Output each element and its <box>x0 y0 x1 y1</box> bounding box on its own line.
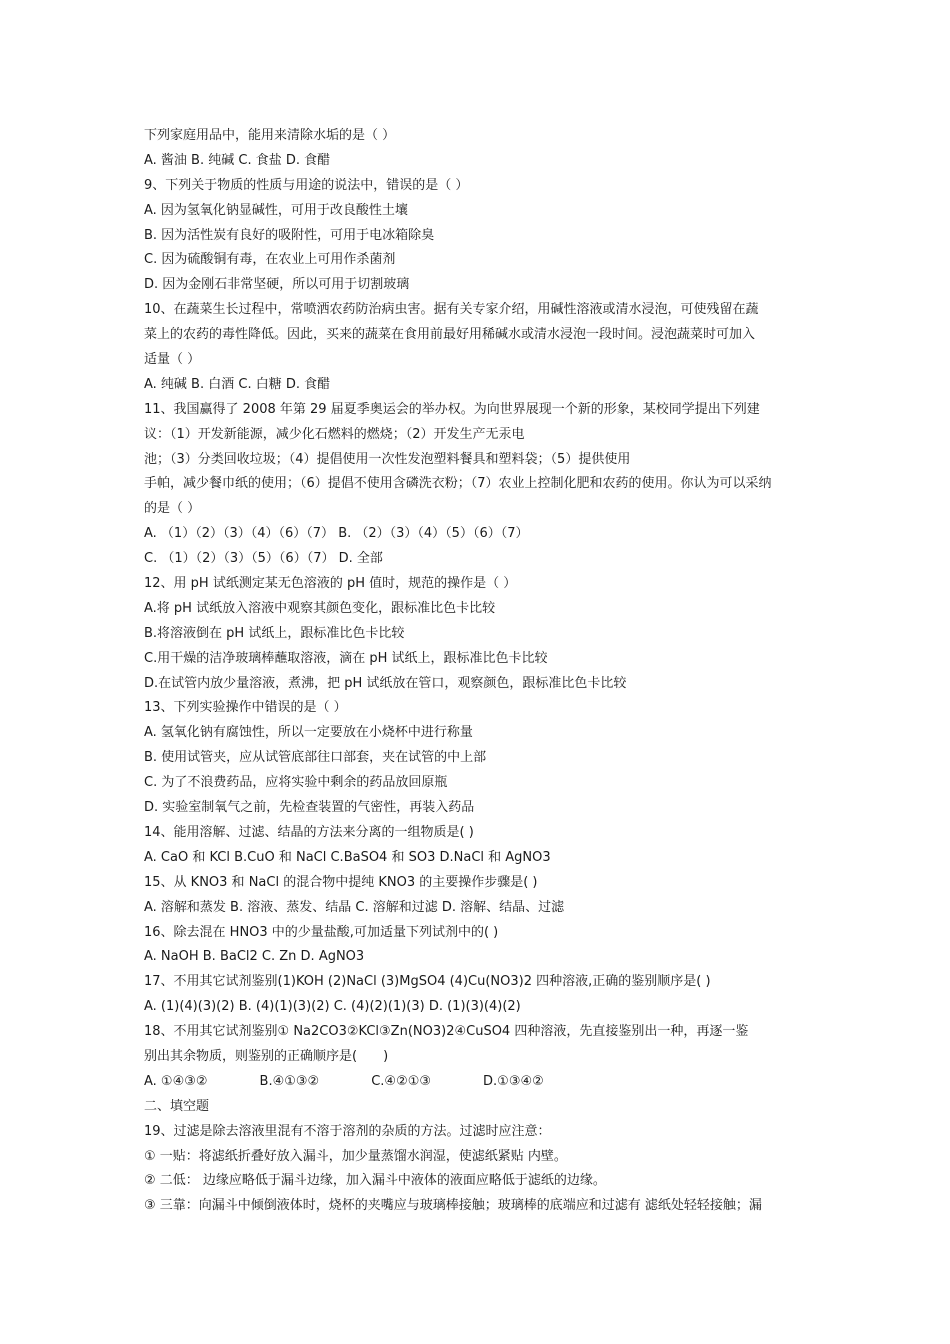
text-line: 议：（1）开发新能源，减少化石燃料的燃烧；（2）开发生产无汞电 <box>144 426 525 442</box>
text-line: C. 为了不浪费药品，应将实验中剩余的药品放回原瓶 <box>144 775 448 791</box>
text-line: ② 二低： 边缘应略低于漏斗边缘，加入漏斗中液体的液面应略低于滤纸的边缘。 <box>144 1173 606 1189</box>
text-line: A. 因为氢氧化钠显碱性，可用于改良酸性土壤 <box>144 202 408 218</box>
text-line: A. （1）（2）（3）（4）（6）（7） B. （2）（3）（4）（5）（6）（7） <box>144 526 529 542</box>
section-heading: 二、填空题 <box>144 1098 210 1114</box>
text-line: D. 实验室制氧气之前，先检查装置的气密性，再装入药品 <box>144 800 475 816</box>
text-line: 16、除去混在 HNO3 中的少量盐酸,可加适量下列试剂中的( ) <box>144 924 499 940</box>
text-line: D.在试管内放少量溶液，煮沸，把 pH 试纸放在管口，观察颜色，跟标准比色卡比较 <box>144 675 627 691</box>
text-line: 的是（ ） <box>144 501 201 517</box>
text-line: 15、从 KNO3 和 NaCl 的混合物中提纯 KNO3 的主要操作步骤是( ) <box>144 874 538 890</box>
text-line: 19、过滤是除去溶液里混有不溶于溶剂的杂质的方法。过滤时应注意： <box>144 1123 551 1139</box>
text-line: ③ 三靠：向漏斗中倾倒液体时，烧杯的夹嘴应与玻璃棒接触；玻璃棒的底端应和过滤有 滤纸处轻轻接触；漏 <box>144 1198 762 1214</box>
text-line: D. 因为金刚石非常坚硬，所以可用于切割玻璃 <box>144 277 410 293</box>
text-line: 菜上的农药的毒性降低。因此，买来的蔬菜在食用前最好用稀碱水或清水浸泡一段时间。浸泡蔬菜时可加入 <box>144 327 756 343</box>
text-line: 池；（3）分类回收垃圾；（4）提倡使用一次性发泡塑料餐具和塑料袋；（5）提供使用 <box>144 451 631 467</box>
text-line: A. 溶解和蒸发 B. 溶液、蒸发、结晶 C. 溶解和过滤 D. 溶解、结晶、过滤 <box>144 899 565 915</box>
text-line: 下列家庭用品中，能用来清除水垢的是（ ） <box>144 128 396 143</box>
text-line: A. 纯碱 B. 白酒 C. 白糖 D. 食醋 <box>144 376 331 392</box>
text-line: A. ①④③② B.④①③② C.④②①③ D.①③④② <box>144 1073 544 1089</box>
text-line: 适量（ ） <box>144 352 201 368</box>
text-line: 9、下列关于物质的性质与用途的说法中，错误的是（ ） <box>144 177 469 193</box>
text-line: B. 使用试管夹，应从试管底部往口部套，夹在试管的中上部 <box>144 750 487 766</box>
text-line: 13、下列实验操作中错误的是（ ） <box>144 700 347 716</box>
text-line: C.用干燥的洁净玻璃棒蘸取溶液，滴在 pH 试纸上，跟标准比色卡比较 <box>144 650 548 666</box>
text-line: A. (1)(4)(3)(2) B. (4)(1)(3)(2) C. (4)(2)(1)(3) D. (1)(3)(4)(2) <box>144 999 521 1015</box>
text-line: 17、不用其它试剂鉴别(1)KOH (2)NaCl (3)MgSO4 (4)Cu(NO3)2 四种溶液,正确的鉴别顺序是( ) <box>144 974 711 990</box>
text-line: A. 氢氧化钠有腐蚀性，所以一定要放在小烧杯中进行称量 <box>144 725 473 741</box>
text-line: 12、用 pH 试纸测定某无色溶液的 pH 值时，规范的操作是（ ） <box>144 576 517 592</box>
question-text-block <box>144 124 812 1219</box>
text-line: ① 一贴：将滤纸折叠好放入漏斗，加少量蒸馏水润湿，使滤纸紧贴 内壁。 <box>144 1148 567 1164</box>
text-line: 10、在蔬菜生长过程中，常喷洒农药防治病虫害。据有关专家介绍，用碱性溶液或清水浸泡，可使残留在蔬 <box>144 302 759 318</box>
text-line: 手帕，减少餐巾纸的使用；（6）提倡不使用含磷洗衣粉；（7）农业上控制化肥和农药的使用。你认为可以采纳 <box>144 476 772 492</box>
text-line: 11、我国赢得了 2008 年第 29 届夏季奥运会的举办权。为向世界展现一个新的形象，某校同学提出下列建 <box>144 401 760 417</box>
text-line: C. 因为硫酸铜有毒，在农业上可用作杀菌剂 <box>144 252 396 268</box>
text-line: 18、不用其它试剂鉴别① Na2CO3②KCl③Zn(NO3)2④CuSO4 四种溶液，先直接鉴别出一种，再逐一鉴 <box>144 1024 749 1040</box>
text-line: A. 酱油 B. 纯碱 C. 食盐 D. 食醋 <box>144 152 331 168</box>
text-line: A. NaOH B. BaCl2 C. Zn D. AgNO3 <box>144 949 365 965</box>
text-line: A. CaO 和 KCl B.CuO 和 NaCl C.BaSO4 和 SO3 D.NaCl 和 AgNO3 <box>144 849 551 865</box>
text-line: B. 因为活性炭有良好的吸附性，可用于电冰箱除臭 <box>144 227 435 243</box>
text-line: A.将 pH 试纸放入溶液中观察其颜色变化，跟标准比色卡比较 <box>144 600 496 616</box>
text-line: C. （1）（2）（3）（5）（6）（7） D. 全部 <box>144 551 383 567</box>
text-line: B.将溶液倒在 pH 试纸上，跟标准比色卡比较 <box>144 625 405 641</box>
text-line: 14、能用溶解、过滤、结晶的方法来分离的一组物质是( ) <box>144 824 474 840</box>
text-line: 别出其余物质，则鉴别的正确顺序是( ) <box>144 1048 389 1064</box>
